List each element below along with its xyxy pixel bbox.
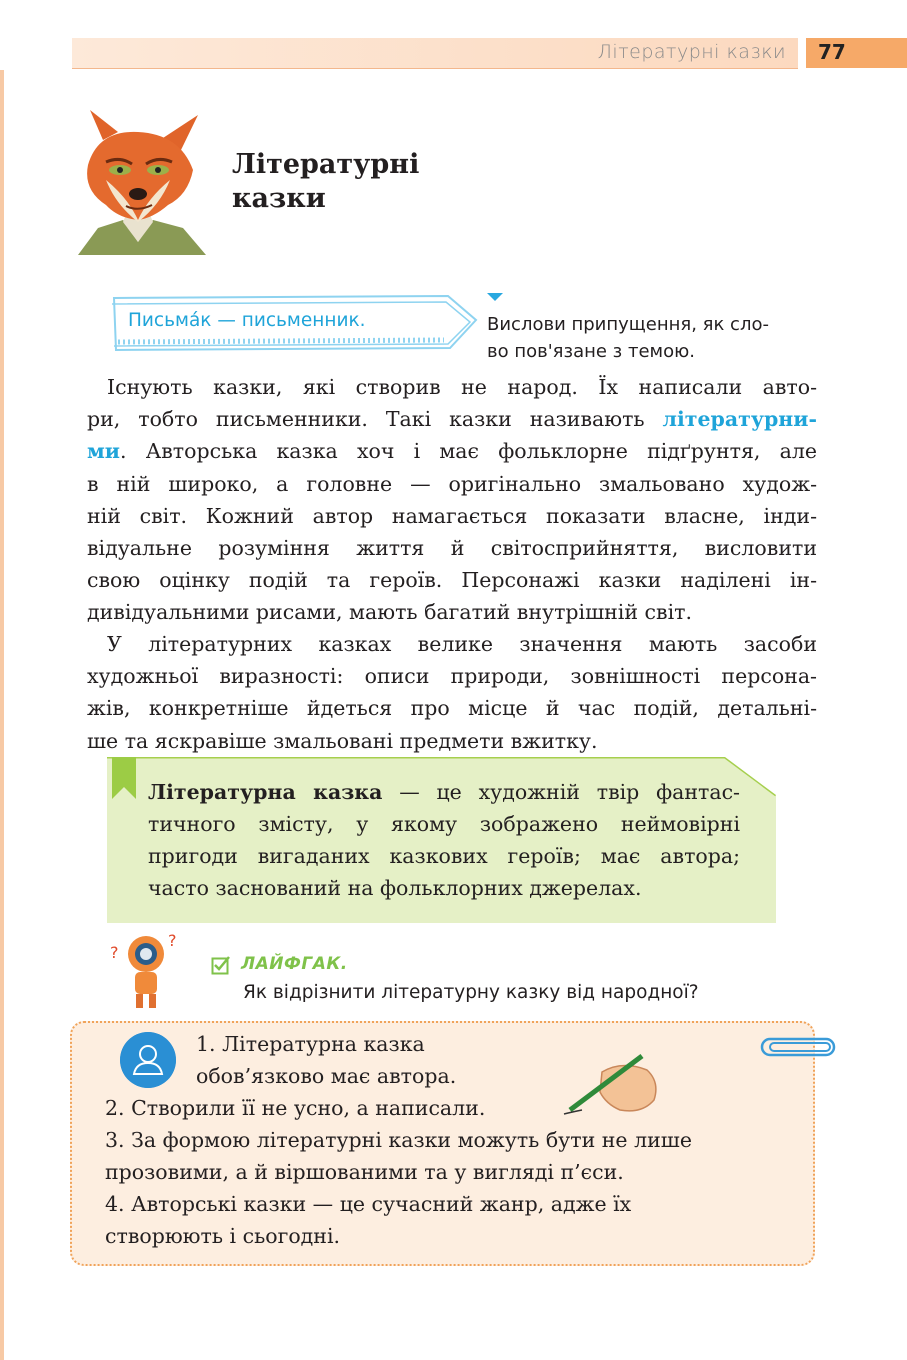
text-line: Літературна казка — це художній твір фантас- bbox=[148, 780, 740, 804]
text-line: ній світ. Кожний автор намагається показати власне, інди- bbox=[87, 503, 817, 528]
fox-illustration bbox=[68, 110, 208, 255]
running-header bbox=[72, 38, 798, 69]
paperclip-icon bbox=[760, 1036, 838, 1058]
text-line: дивідуальними рисами, мають багатий внутрішній світ. bbox=[87, 600, 692, 625]
lifehack-question: Як відрізнити літературну казку від народної? bbox=[243, 982, 699, 1003]
answer-4-line1: 4. Авторські казки — це сучасний жанр, адже їх bbox=[105, 1192, 632, 1216]
hint-line: во пов'язане з темою. bbox=[487, 341, 695, 362]
hint-line: Вислови припущення, як сло- bbox=[487, 314, 769, 335]
lesson-title-line2: казки bbox=[232, 183, 326, 214]
text-line: пригоди вигаданих казкових героїв; має автора; bbox=[148, 844, 740, 868]
text-line: часто заснований на фольклорних джерелах. bbox=[148, 876, 642, 900]
svg-text:?: ? bbox=[110, 943, 119, 962]
text-line: художньої виразності: описи природи, зовнішності персона- bbox=[87, 664, 817, 689]
text-line: свою оцінку подій та героїв. Персонажі казки наділені ін- bbox=[87, 568, 817, 593]
lifehack-label: ЛАЙФГАК. bbox=[241, 954, 348, 974]
writing-hand-icon bbox=[562, 1052, 662, 1120]
robot-mascot-icon bbox=[108, 928, 184, 1010]
text-line: Існують казки, які створив не народ. Їх написали авто- bbox=[107, 375, 817, 399]
svg-text:?: ? bbox=[168, 931, 177, 950]
answer-3-line1: 3. За формою літературні казки можуть бути не лише bbox=[105, 1128, 692, 1152]
answer-4-line2: створюють і сьогодні. bbox=[105, 1224, 341, 1248]
highlight-term: ми bbox=[87, 439, 121, 464]
answer-1-line2: обов’язково має автора. bbox=[196, 1064, 457, 1088]
vocabulary-definition: Письма́к — письменник. bbox=[128, 310, 366, 331]
page-number: 77 bbox=[818, 40, 846, 64]
answer-3-line2: прозовими, а й віршованими та у вигляді п’єси. bbox=[105, 1160, 624, 1184]
answer-2: 2. Створили її не усно, а написали. bbox=[105, 1096, 486, 1120]
definition-text bbox=[148, 776, 740, 904]
paragraph-1 bbox=[87, 371, 817, 629]
hint-marker-icon bbox=[487, 293, 503, 301]
page-edge-strip bbox=[0, 70, 4, 1360]
user-avatar-icon bbox=[120, 1032, 176, 1088]
text-line: ше та яскравіше змальовані предмети вжитку. bbox=[87, 728, 598, 753]
paragraph-2 bbox=[87, 628, 817, 757]
page-number-box bbox=[806, 38, 907, 68]
lesson-title-line1: Літературні bbox=[232, 149, 420, 180]
text-line: ми. Авторська казка хоч і має фольклорне підґрунтя, але bbox=[87, 439, 817, 464]
highlight-term: літературни- bbox=[662, 407, 817, 432]
bookmark-icon bbox=[112, 757, 136, 799]
text-line: відуальне розуміння життя й світосприйняття, висловити bbox=[87, 536, 817, 561]
text-line: тичного змісту, у якому зображено неймовірні bbox=[148, 812, 740, 836]
hint-text bbox=[487, 311, 827, 365]
lesson-title bbox=[232, 148, 419, 216]
text-line: жів, конкретніше йдеться про місце й час подій, детальні- bbox=[87, 696, 817, 721]
text-line: У літературних казках велике значення мають засоби bbox=[107, 632, 817, 656]
answer-1-line1: 1. Літературна казка bbox=[196, 1032, 425, 1056]
text-line: ри, тобто письменники. Такі казки називають літературни- bbox=[87, 407, 817, 432]
text-line: в ній широко, а головне — оригінально змальовано худож- bbox=[87, 471, 817, 496]
checkbox-icon bbox=[211, 955, 231, 975]
definition-term: Літературна казка bbox=[148, 780, 383, 804]
running-header-title: Літературні казки bbox=[597, 41, 786, 63]
